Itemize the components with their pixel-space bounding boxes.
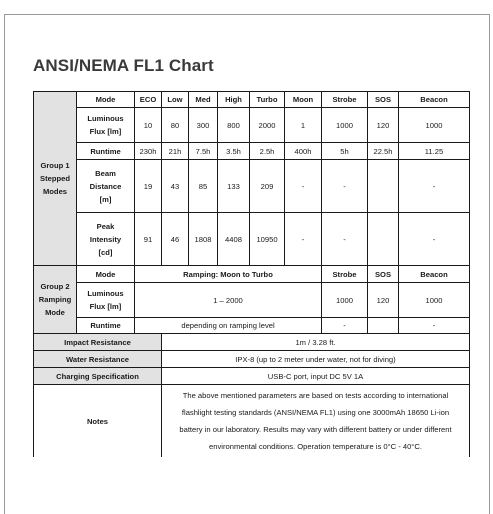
- table-cell: 2000: [250, 108, 285, 143]
- header-strobe: Strobe: [322, 92, 368, 108]
- table-cell: [368, 160, 399, 213]
- table-cell: [368, 318, 399, 334]
- table-cell: -: [285, 213, 322, 266]
- table-cell: 91: [135, 213, 162, 266]
- table-cell: 230h: [135, 143, 162, 160]
- header-sos: SOS: [368, 92, 399, 108]
- table-cell: 120: [368, 283, 399, 318]
- table-cell: 1000: [399, 283, 470, 318]
- table-row: [34, 108, 470, 143]
- table-cell: 300: [189, 108, 218, 143]
- row-label-runtime: Runtime: [77, 143, 135, 160]
- spec-label: Impact Resistance: [34, 334, 162, 351]
- table-cell: 1000: [399, 108, 470, 143]
- table-row: [34, 143, 470, 160]
- spec-row-water: [34, 351, 470, 368]
- notes-row: [34, 385, 470, 458]
- group2-header-mode: Mode: [77, 266, 135, 283]
- row-label-peak-intensity: Peak Intensity [cd]: [77, 213, 135, 266]
- header-moon: Moon: [285, 92, 322, 108]
- group2-header-sos: SOS: [368, 266, 399, 283]
- group2-header-row: [34, 266, 470, 283]
- spec-value: IPX-8 (up to 2 meter under water, not for diving): [162, 351, 470, 368]
- table-cell: 21h: [162, 143, 189, 160]
- table-cell: 7.5h: [189, 143, 218, 160]
- spec-value: 1m / 3.28 ft.: [162, 334, 470, 351]
- table-cell: 46: [162, 213, 189, 266]
- table-cell: -: [399, 160, 470, 213]
- row-label-flux: Luminous Flux [lm]: [77, 108, 135, 143]
- table-row: [34, 160, 470, 213]
- header-high: High: [218, 92, 250, 108]
- table-cell: 10950: [250, 213, 285, 266]
- table-cell: 209: [250, 160, 285, 213]
- table-cell: 1808: [189, 213, 218, 266]
- group2-label: Group 2 Ramping Mode: [34, 266, 77, 334]
- fl1-spec-table: [33, 91, 470, 457]
- table-row: [34, 213, 470, 266]
- header-low: Low: [162, 92, 189, 108]
- table-cell: 43: [162, 160, 189, 213]
- spec-row-impact: [34, 334, 470, 351]
- table-cell: 1000: [322, 108, 368, 143]
- table-cell: -: [322, 213, 368, 266]
- group2-ramping-header: Ramping: Moon to Turbo: [135, 266, 322, 283]
- table-cell: 5h: [322, 143, 368, 160]
- table-cell: 3.5h: [218, 143, 250, 160]
- notes-text: The above mentioned parameters are based on tests according to international flashlight testing standards (ANSI/NEMA FL1) using one 3000mAh 18650 Li-ion battery in our laboratory. Results may vary with different battery or under different environmental conditions. Operation temperature is 0°C - 40°C.: [162, 385, 470, 458]
- table-cell: -: [399, 213, 470, 266]
- table-cell: 1: [285, 108, 322, 143]
- header-turbo: Turbo: [250, 92, 285, 108]
- header-med: Med: [189, 92, 218, 108]
- table-cell: -: [399, 318, 470, 334]
- table-cell: 400h: [285, 143, 322, 160]
- table-cell: 19: [135, 160, 162, 213]
- spec-value: USB-C port, input DC 5V 1A: [162, 368, 470, 385]
- spec-label: Water Resistance: [34, 351, 162, 368]
- table-cell: [368, 213, 399, 266]
- table-cell: -: [322, 318, 368, 334]
- group2-runtime-value: depending on ramping level: [135, 318, 322, 334]
- table-cell: 10: [135, 108, 162, 143]
- row-label-beam-distance: Beam Distance [m]: [77, 160, 135, 213]
- table-cell: 4408: [218, 213, 250, 266]
- table-cell: -: [285, 160, 322, 213]
- spec-label: Charging Specification: [34, 368, 162, 385]
- header-mode: Mode: [77, 92, 135, 108]
- table-cell: 120: [368, 108, 399, 143]
- table-cell: 800: [218, 108, 250, 143]
- group2-flux-range: 1 – 2000: [135, 283, 322, 318]
- group2-row-label-runtime: Runtime: [77, 318, 135, 334]
- group2-row-label-flux: Luminous Flux [lm]: [77, 283, 135, 318]
- header-eco: ECO: [135, 92, 162, 108]
- group1-label: Group 1 Stepped Modes: [34, 92, 77, 266]
- table-row: [34, 318, 470, 334]
- notes-label: Notes: [34, 385, 162, 458]
- table-cell: -: [322, 160, 368, 213]
- table-cell: 80: [162, 108, 189, 143]
- table-cell: 1000: [322, 283, 368, 318]
- group2-header-beacon: Beacon: [399, 266, 470, 283]
- table-cell: 2.5h: [250, 143, 285, 160]
- table-row: [34, 283, 470, 318]
- table-cell: 133: [218, 160, 250, 213]
- table-cell: 22.5h: [368, 143, 399, 160]
- group2-header-strobe: Strobe: [322, 266, 368, 283]
- group1-header-row: [34, 92, 470, 108]
- table-cell: 11.25: [399, 143, 470, 160]
- spec-row-charging: [34, 368, 470, 385]
- chart-title: ANSI/NEMA FL1 Chart: [33, 56, 214, 75]
- table-cell: 85: [189, 160, 218, 213]
- header-beacon: Beacon: [399, 92, 470, 108]
